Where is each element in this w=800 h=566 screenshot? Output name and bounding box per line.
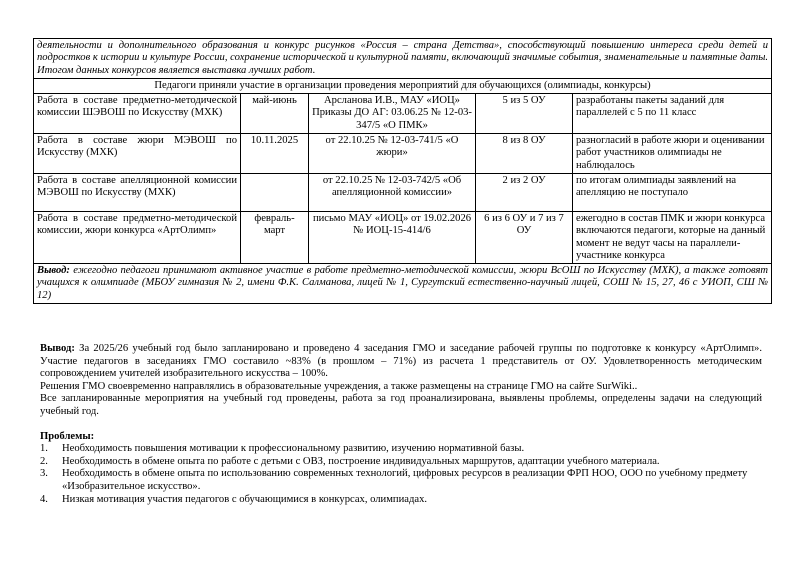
count-cell: 8 из 8 ОУ xyxy=(476,134,573,174)
document-cell: от 22.10.25 № 12-03-742/5 «Об апелляционной комиссии» xyxy=(309,173,476,211)
table-conclusion xyxy=(34,264,772,304)
conclusion-row xyxy=(34,264,772,304)
summary-text: За 2025/26 учебный год было запланировано и проведено 4 заседания ГМО и заседание рабочей группы по подготовке к конкурсу «АртОлимп». Участие педагогов в заседаниях ГМО составило ~83% (в прошлом – 71%) из расчета 1 представитель от ОУ. Удовлетворенность методическим сопровождением учителей изобразительного искусства – 100%. xyxy=(40,343,762,380)
result-cell: ежегодно в состав ПМК и жюри конкурса включаются педагоги, которые на данный момент не ведут часы на параллели-участнике конкурса xyxy=(573,211,772,263)
table-row xyxy=(34,173,772,211)
activity-cell: Работа в составе предметно-методической комиссии, жюри конкурса «АртОлимп» xyxy=(34,211,241,263)
table-row xyxy=(34,94,772,134)
list-text: Необходимость повышения мотивации к профессиональному развитию, изучению нормативной базы. xyxy=(62,443,525,455)
list-text: Необходимость в обмене опыта по использованию современных технологий, цифровых ресурсов в реализации ФРП НОО, ООО по учебному предмету «Изобразительное искусство». xyxy=(62,468,748,492)
table-row xyxy=(34,211,772,263)
date-cell: 10.11.2025 xyxy=(241,134,309,174)
summary-paragraph xyxy=(40,343,762,381)
activity-cell: Работа в составе апелляционной комиссии МЭВОШ по Искусству (МХК) xyxy=(34,173,241,211)
document-page xyxy=(33,38,771,304)
list-item xyxy=(40,456,762,469)
summary-decisions: Решения ГМО своевременно направлялись в образовательные учреждения, а также размещены на странице ГМО на сайте SurWiki.. xyxy=(40,380,638,392)
summary-section xyxy=(40,343,762,506)
conclusion-label: Вывод: xyxy=(37,265,70,277)
count-cell: 2 из 2 ОУ xyxy=(476,173,573,211)
document-cell: Арсланова И.В., МАУ «ИОЦ» Приказы ДО АГ: 03.06.25 № 12-03-347/5 «О ПМК» xyxy=(309,94,476,134)
conclusion-text: ежегодно педагоги принимают активное участие в работе предметно-методической комиссии, жюри ВсОШ по Искусству (МХК), а также готовят учащихся к олимпиаде (МБОУ гимназия № 2, имени Ф.К. Салманова, лицей № 1, Сургутский естественно-научный лицей, СОШ № 15, 27, 46 с УИОП, СШ № 12) xyxy=(37,265,769,301)
list-text: Необходимость в обмене опыта по работе с детьми с ОВЗ, построение индивидуальных маршрутов, адаптации учебного материала. xyxy=(62,455,660,467)
activity-cell: Работа в составе предметно-методической комиссии ШЭВОШ по Искусству (МХК) xyxy=(34,94,241,134)
activity-cell: Работа в составе жюри МЭВОШ по Искусству (МХК) xyxy=(34,134,241,174)
activities-table xyxy=(33,38,772,304)
summary-results: Все запланированные мероприятия на учебный год проведены, работа за год проанализирована, выявлены проблемы, определены задачи на следующий учебный год. xyxy=(40,393,762,417)
problems-list xyxy=(40,443,762,506)
list-item xyxy=(40,468,762,493)
list-number: 3. xyxy=(40,468,48,480)
list-number: 2. xyxy=(40,455,48,467)
table-row xyxy=(34,134,772,174)
count-cell: 5 из 5 ОУ xyxy=(476,94,573,134)
result-cell: разработаны пакеты заданий для параллелей с 5 по 11 класс xyxy=(573,94,772,134)
section-header: Педагоги приняли участие в организации проведения мероприятий для обучающихся (олимпиады, конкурсы) xyxy=(34,78,772,93)
list-number: 1. xyxy=(40,443,48,455)
section-header-row xyxy=(34,78,772,93)
date-cell xyxy=(241,173,309,211)
list-item xyxy=(40,494,762,507)
summary-label: Вывод: xyxy=(40,343,75,354)
date-cell: февраль-март xyxy=(241,211,309,263)
date-cell: май-июнь xyxy=(241,94,309,134)
problems-heading: Проблемы: xyxy=(40,430,95,442)
document-cell: от 22.10.25 № 12-03-741/5 «О жюри» xyxy=(309,134,476,174)
list-item xyxy=(40,443,762,456)
list-text: Низкая мотивация участия педагогов с обучающимися в конкурсах, олимпиадах. xyxy=(62,493,428,505)
result-cell: по итогам олимпиады заявлений на апелляцию не поступало xyxy=(573,173,772,211)
intro-text: деятельности и дополнительного образования и конкурс рисунков «Россия – страна Детства», способствующий повышению интереса среди детей и подростков к истории и культуре России, сохранение исторической и культурной памяти, включающий значимые события, знаменательные и памятные даты. Итогом данных конкурсов является выставка лучших работ. xyxy=(34,39,772,79)
result-cell: разногласий в работе жюри и оценивании работ участников олимпиады не наблюдалось xyxy=(573,134,772,174)
document-cell: письмо МАУ «ИОЦ» от 19.02.2026 № ИОЦ-15-414/6 xyxy=(309,211,476,263)
count-cell: 6 из 6 ОУ и 7 из 7 ОУ xyxy=(476,211,573,263)
list-number: 4. xyxy=(40,493,48,505)
intro-row xyxy=(34,39,772,79)
